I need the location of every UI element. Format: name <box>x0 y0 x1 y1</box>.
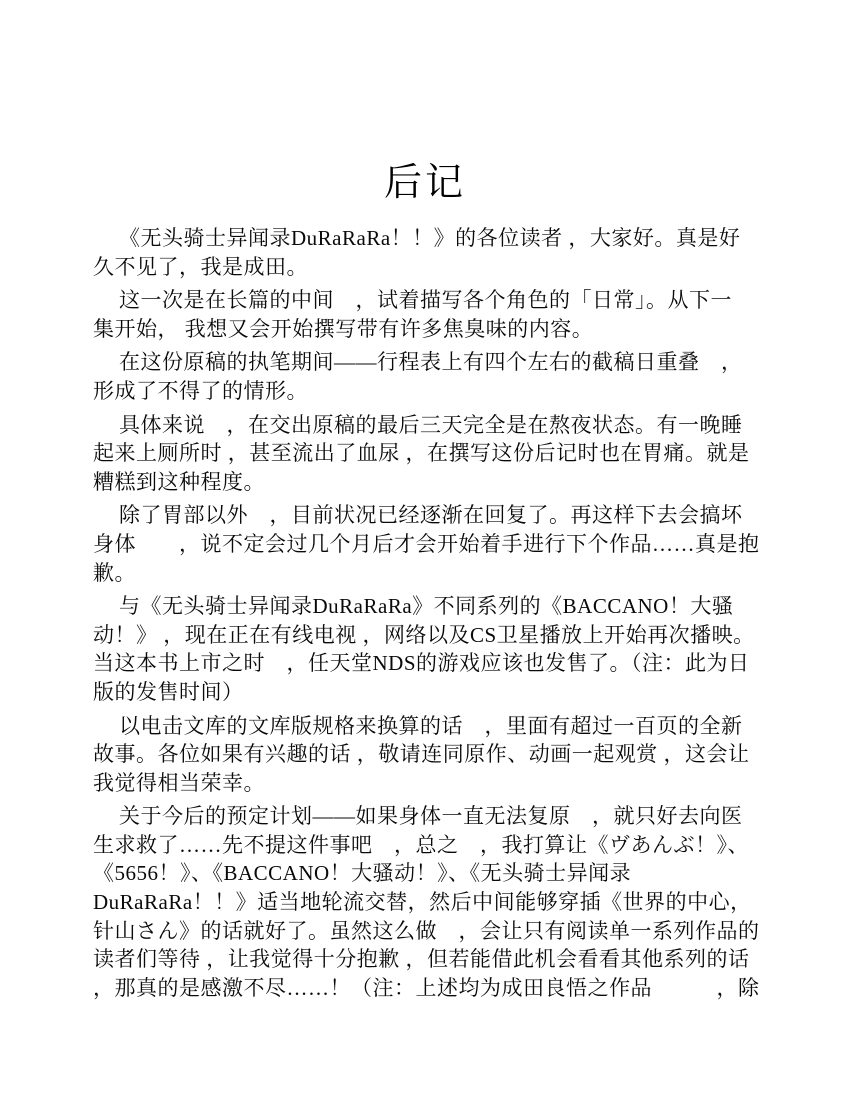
text-line: ，那真的是感激不尽……！（注：上述均为成田良悟之作品 ，除 <box>93 975 760 1000</box>
text-line: 起来上厕所时 ，甚至流出了血尿 ，在撰写这份后记时也在胃痛。就是 <box>93 441 750 466</box>
afterword-paragraph <box>93 411 763 497</box>
afterword-paragraph <box>93 592 763 706</box>
text-line: 形成了不得了的情形。 <box>93 378 308 403</box>
text-line: 针山さん》的话就好了。虽然这么做 ，会让只有阅读单一系列作品的 <box>93 918 760 943</box>
afterword-paragraph <box>93 802 763 1002</box>
text-line: DuRaRaRa！！》适当地轮流交替，然后中间能够穿插《世界的中心， <box>93 890 752 915</box>
text-line: 具体来说 ，在交出原稿的最后三天完全是在熬夜状态。有一晚睡 <box>119 412 743 437</box>
afterword-paragraph <box>93 286 763 343</box>
text-line: 关于今后的预定计划——如果身体一直无法复原 ，就只好去向医 <box>119 804 743 829</box>
afterword-paragraph <box>93 501 763 587</box>
afterword-paragraph <box>93 348 763 405</box>
text-line: 版的发售时间） <box>93 679 244 704</box>
text-line: 久不见了，我是成田。 <box>93 254 308 279</box>
text-line: 糟糕到这种程度。 <box>93 469 265 494</box>
text-line: 在这份原稿的执笔期间——行程表上有四个左右的截稿日重叠 ， <box>119 350 743 375</box>
text-line: 当这本书上市之时 ，任天堂NDS的游戏应该也发售了。（注：此为日 <box>93 651 750 676</box>
afterword-paragraph <box>93 712 763 798</box>
text-line: 集开始， 我想又会开始撰写带有许多焦臭味的内容。 <box>93 316 594 341</box>
text-line: 除了胃部以外 ，目前状况已经逐渐在回复了。再这样下去会搞坏 <box>119 503 743 528</box>
text-line: 故事。各位如果有兴趣的话 ，敬请连同原作、动画一起观赏 ，这会让 <box>93 742 750 767</box>
text-line: 这一次是在长篇的中间 ，试着描写各个角色的「日常」。从下一 <box>119 288 732 313</box>
text-line: 身体 ，说不定会过几个月后才会开始着手进行下个作品……真是抱 <box>93 531 760 556</box>
text-line: 歉。 <box>93 560 136 585</box>
text-line: 我觉得相当荣幸。 <box>93 770 265 795</box>
text-line: 与《无头骑士异闻录DuRaRaRa》不同系列的《BACCANO！大骚 <box>119 594 734 619</box>
afterword-paragraph <box>93 224 763 281</box>
body-text <box>93 224 763 1007</box>
text-line: 《5656！》、《BACCANO！大骚动！》、《无头骑士异闻录 <box>93 861 632 886</box>
text-line: 生求救了……先不提这件事吧 ，总之 ，我打算让《ヴあんぶ！》、 <box>93 832 749 857</box>
text-line: 《无头骑士异闻录DuRaRaRa！！》的各位读者 ，大家好。真是好 <box>119 226 741 250</box>
page-title: 后记 <box>383 162 466 205</box>
text-line: 以电击文库的文库版规格来换算的话 ，里面有超过一百页的全新 <box>119 713 743 738</box>
text-line: 读者们等待 ，让我觉得十分抱歉 ，但若能借此机会看看其他系列的话 <box>93 947 750 972</box>
text-line: 动！》 ，现在正在有线电视 ，网络以及CS卫星播放上开始再次播映。 <box>93 622 755 647</box>
